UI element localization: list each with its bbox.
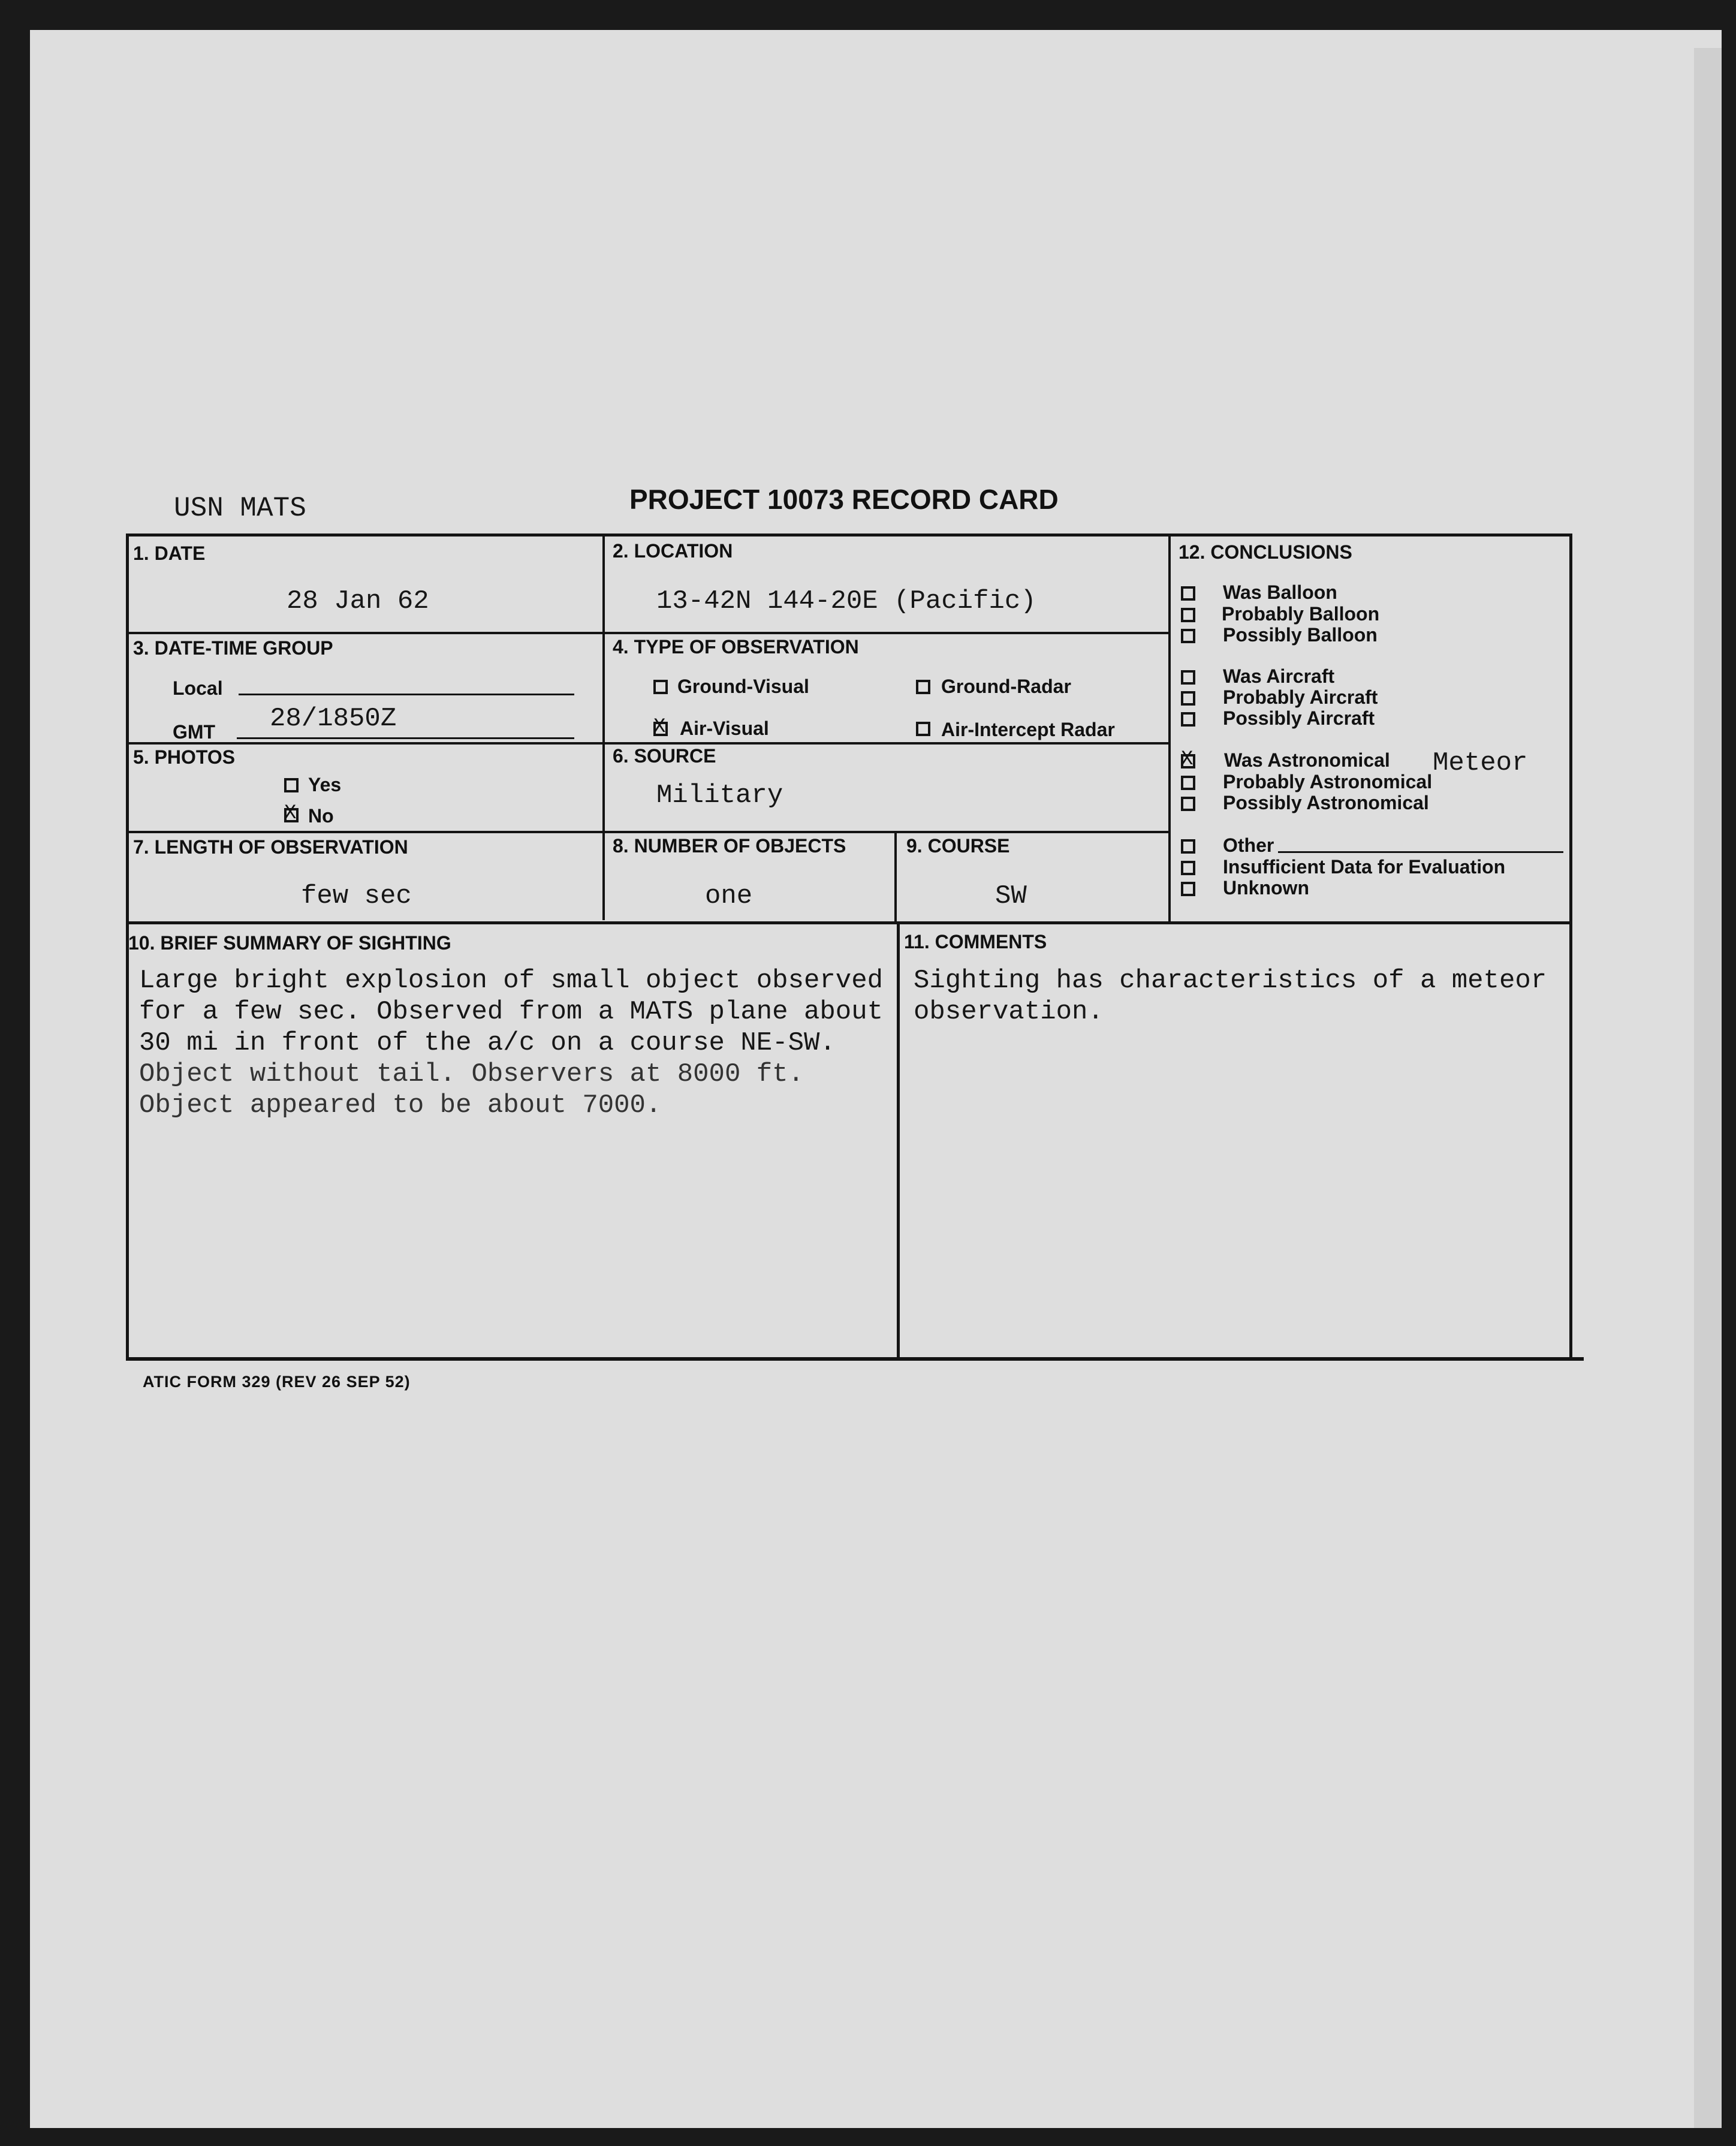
date-value: 28 Jan 62 — [287, 586, 429, 616]
date-time-group-label: 3. DATE-TIME GROUP — [133, 637, 333, 659]
course-value: SW — [995, 881, 1027, 911]
checkbox-possibly-aircraft[interactable] — [1181, 712, 1195, 727]
length-of-observation-value: few sec — [301, 881, 412, 911]
form-id: ATIC FORM 329 (REV 26 SEP 52) — [143, 1373, 411, 1391]
option-label: Possibly Aircraft — [1223, 707, 1375, 729]
option-label: Other — [1223, 834, 1274, 856]
option-label: Unknown — [1223, 877, 1309, 899]
comments-line: Sighting has characteristics of a meteor — [914, 966, 1547, 996]
course-label: 9. COURSE — [906, 835, 1010, 857]
checkbox-possibly-astronomical[interactable] — [1181, 797, 1195, 811]
checkbox-possibly-balloon[interactable] — [1181, 629, 1195, 643]
photos-label: 5. PHOTOS — [133, 746, 236, 768]
checkbox-photos-no-checked[interactable] — [284, 808, 299, 822]
summary-line: 30 mi in front of the a/c on a course NE-SW. — [139, 1028, 836, 1058]
checkbox-probably-balloon[interactable] — [1181, 608, 1195, 622]
option-label: Air-Intercept Radar — [941, 719, 1115, 740]
option-label: Possibly Balloon — [1223, 624, 1378, 646]
checkbox-ground-radar[interactable] — [916, 680, 930, 694]
number-of-objects-value: one — [705, 881, 753, 911]
option-label: Was Aircraft — [1223, 665, 1335, 687]
option-label: Was Astronomical — [1224, 749, 1390, 771]
option-label: Was Balloon — [1223, 581, 1337, 603]
option-label: Probably Aircraft — [1223, 686, 1378, 708]
page-edge-shadow — [1694, 48, 1722, 2128]
checkbox-air-visual-checked[interactable] — [653, 722, 668, 736]
other-underline — [1278, 851, 1563, 853]
type-of-observation-label: 4. TYPE OF OBSERVATION — [613, 636, 859, 658]
checkbox-insufficient-data[interactable] — [1181, 861, 1195, 875]
checkbox-photos-yes[interactable] — [284, 778, 299, 792]
gmt-label: GMT — [173, 721, 216, 743]
option-label: Ground-Visual — [677, 676, 809, 697]
checkbox-probably-aircraft[interactable] — [1181, 691, 1195, 706]
checkbox-air-intercept-radar[interactable] — [916, 722, 930, 736]
agency-label: USN MATS — [174, 493, 306, 524]
summary-label: 10. BRIEF SUMMARY OF SIGHTING — [128, 932, 451, 954]
local-time-label: Local — [173, 677, 223, 699]
option-label: Yes — [308, 774, 342, 795]
conclusions-label: 12. CONCLUSIONS — [1179, 541, 1352, 563]
location-label: 2. LOCATION — [613, 540, 733, 562]
local-time-underline — [239, 694, 574, 695]
option-label: Probably Astronomical — [1223, 771, 1433, 792]
comments-label: 11. COMMENTS — [904, 931, 1047, 953]
comments-text — [914, 965, 1547, 1027]
checkbox-unknown[interactable] — [1181, 882, 1195, 896]
checkbox-was-aircraft[interactable] — [1181, 670, 1195, 685]
checkbox-probably-astronomical[interactable] — [1181, 776, 1195, 790]
checkbox-was-astronomical-checked[interactable] — [1181, 754, 1195, 768]
source-label: 6. SOURCE — [613, 745, 716, 767]
option-label: Ground-Radar — [941, 676, 1071, 697]
option-label: Insufficient Data for Evaluation — [1223, 856, 1506, 878]
option-label: Air-Visual — [680, 718, 769, 739]
location-value: 13-42N 144-20E (Pacific) — [656, 586, 1036, 616]
astronomical-note: Meteor — [1433, 748, 1528, 778]
summary-line: Large bright explosion of small object observed — [139, 966, 884, 996]
option-label: Possibly Astronomical — [1223, 792, 1429, 813]
gmt-value: 28/1850Z — [270, 704, 397, 734]
length-of-observation-label: 7. LENGTH OF OBSERVATION — [133, 836, 408, 858]
checkbox-ground-visual[interactable] — [653, 680, 668, 694]
option-label: No — [308, 805, 334, 827]
checkbox-was-balloon[interactable] — [1181, 586, 1195, 601]
option-label: Probably Balloon — [1222, 603, 1380, 625]
comments-line: observation. — [914, 997, 1104, 1027]
number-of-objects-label: 8. NUMBER OF OBJECTS — [613, 835, 846, 857]
date-label: 1. DATE — [133, 542, 206, 564]
card-title: PROJECT 10073 RECORD CARD — [629, 484, 1059, 515]
source-value: Military — [656, 780, 783, 810]
gmt-underline — [237, 737, 574, 739]
summary-line: Object without tail. Observers at 8000 ft. — [139, 1059, 804, 1089]
summary-text — [139, 965, 883, 1121]
summary-line: Object appeared to be about 7000. — [139, 1090, 662, 1120]
summary-line: for a few sec. Observed from a MATS plane about — [139, 997, 884, 1027]
checkbox-other[interactable] — [1181, 839, 1195, 854]
